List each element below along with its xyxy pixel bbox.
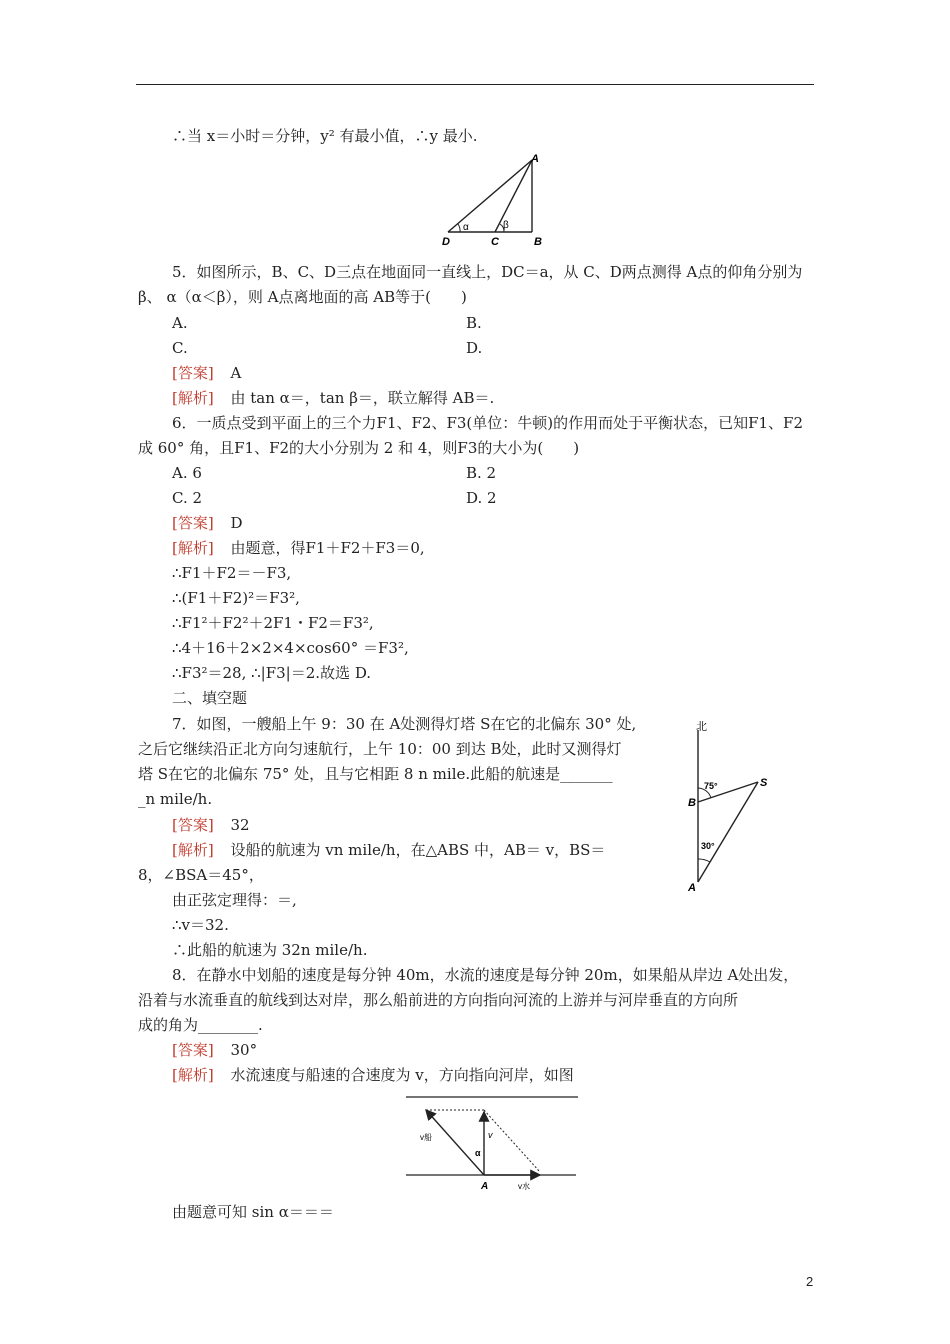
label-alpha: α (463, 222, 469, 233)
analysis-text: 水流速度与船速的合速度为 v，方向指向河岸，如图 (230, 1066, 574, 1084)
v-boat-label: v船 (420, 1133, 432, 1142)
answer-tag: [答案] (172, 816, 214, 834)
text-line: ∴v＝32. (172, 916, 229, 934)
text-line: ∴F1²＋F2²＋2F1・F2＝F3², (172, 614, 374, 632)
text-line: 之后它继续沿正北方向匀速航行，上午 10：00 到达 B处，此时又测得灯 (138, 740, 622, 758)
text-line: ∴(F1＋F2)²＝F3², (172, 589, 300, 607)
label-B: B (534, 236, 542, 248)
v-label: v (488, 1130, 493, 1140)
option-B: B. 2 (466, 464, 497, 482)
question-7: 7．如图，一艘船上午 9：30 在 A处测得灯塔 S在它的北偏东 30° 处, (172, 715, 637, 733)
angle-75-label: 75° (704, 781, 718, 791)
analysis-text: 由题意，得F1＋F2＋F3＝0, (230, 539, 425, 557)
answer-tag: [答案] (172, 364, 214, 382)
answer-value: 30° (230, 1041, 258, 1059)
label-S: S (760, 777, 768, 789)
question-5: 5．如图所示，B、C、D三点在地面同一直线上，DC＝a，从 C、D两点测得 A点的仰角分别为 (172, 263, 803, 281)
answer-value: D (230, 514, 243, 532)
answer-line (172, 513, 243, 533)
triangle-figure-1 (436, 150, 550, 250)
analysis-tag: [解析] (172, 841, 214, 859)
label-D: D (442, 236, 450, 248)
v-water-label: v水 (518, 1182, 530, 1191)
header-rule (136, 84, 814, 85)
text-line: 8，∠BSA＝45°， (138, 866, 264, 884)
option-A: A. 6 (172, 464, 202, 482)
analysis-line (172, 1065, 574, 1085)
answer-tag: [答案] (172, 514, 214, 532)
answer-value: 32 (230, 816, 250, 834)
text-line: _n mile/h. (138, 790, 213, 808)
option-C: C. 2 (172, 489, 203, 507)
text-line: 塔 S在它的北偏东 75° 处，且与它相距 8 n mile.此船的航速是_______ (138, 765, 613, 783)
text-line: 成 60° 角，且F1、F2的大小分别为 2 和 4，则F3的大小为( ) (138, 439, 580, 457)
text-line: ∴F1＋F2＝－F3, (172, 564, 292, 582)
analysis-line (172, 538, 425, 558)
analysis-line (172, 388, 494, 408)
analysis-tag: [解析] (172, 389, 214, 407)
label-A: A (531, 153, 539, 165)
option-D: D. (466, 339, 483, 357)
analysis-text: 由 tan α＝，tan β＝，联立解得 AB＝. (230, 389, 495, 407)
label-B: B (688, 797, 696, 809)
label-beta: β (503, 220, 509, 231)
navigation-figure (680, 714, 780, 896)
text-line: ∴此船的航速为 32n mile/h. (172, 941, 368, 959)
answer-line (172, 815, 250, 835)
angle-30-label: 30° (701, 841, 715, 851)
analysis-line (172, 840, 605, 860)
alpha-label: α (475, 1148, 481, 1158)
question-8: 8．在静水中划船的速度是每分钟 40m，水流的速度是每分钟 20m，如果船从岸边 A处出发， (172, 966, 799, 984)
text-line: β、 α（α＜β），则 A点离地面的高 AB等于( ) (138, 288, 467, 306)
answer-line (172, 363, 241, 383)
text-line: ∴4＋16＋2×2×4×cos60° ＝F3², (172, 639, 409, 657)
text-line: 成的角为________. (138, 1016, 263, 1034)
label-A: A (481, 1181, 489, 1192)
answer-value: A (230, 364, 242, 382)
analysis-text: 设船的航速为 vn mile/h，在△ABS 中，AB＝ v，BS＝ (230, 841, 606, 859)
analysis-tag: [解析] (172, 1066, 214, 1084)
velocity-figure (406, 1092, 582, 1196)
question-6: 6．一质点受到平面上的三个力F1、F2、F3(单位：牛顿)的作用而处于平衡状态，已知F1、F2 (172, 414, 804, 432)
answer-line (172, 1040, 257, 1060)
text-line: 由题意可知 sin α＝＝＝ (172, 1203, 334, 1221)
analysis-tag: [解析] (172, 539, 214, 557)
option-A: A. (172, 314, 188, 332)
section-heading: 二、填空题 (172, 689, 248, 707)
text-line: 由正弦定理得：＝, (172, 891, 297, 909)
text-line: ∴当 x＝小时＝分钟，y² 有最小值，∴y 最小. (172, 127, 478, 145)
label-C: C (491, 236, 499, 248)
page-number: 2 (806, 1274, 814, 1289)
answer-tag: [答案] (172, 1041, 214, 1059)
north-label: 北 (696, 721, 707, 733)
text-line: ∴F3²＝28, ∴|F3|＝2.故选 D. (172, 664, 372, 682)
option-B: B. (466, 314, 482, 332)
option-C: C. (172, 339, 188, 357)
option-D: D. 2 (466, 489, 497, 507)
label-A: A (688, 882, 696, 894)
text-line: 沿着与水流垂直的航线到达对岸，那么船前进的方向指向河流的上游并与河岸垂直的方向所 (138, 991, 739, 1009)
